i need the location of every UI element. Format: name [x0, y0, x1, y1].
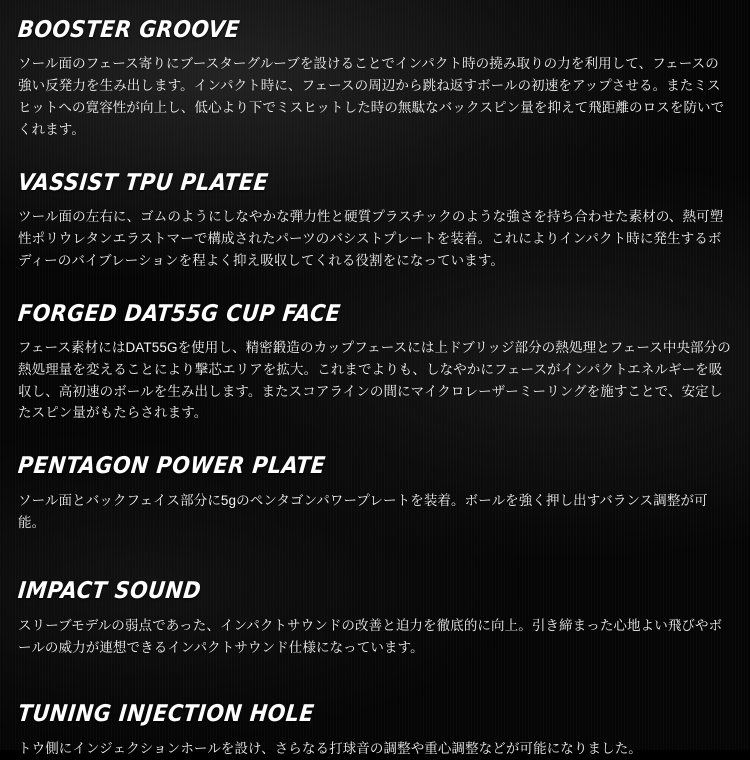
section-body: トウ側にインジェクションホールを設け、さらなる打球音の調整や重心調整などが可能になりました。 [18, 740, 642, 756]
section-title: VASSIST TPU PLATEE [16, 169, 270, 196]
spacer [16, 539, 734, 579]
spacer [16, 278, 734, 302]
feature-section-forged-dat55g-cup-face [16, 302, 734, 425]
section-title: FORGED DAT55G CUP FACE [16, 300, 342, 327]
section-body: ツール面の左右に、ゴムのようにしなやかな弾力性と硬質プラスチックのような強さを持ち合わせた素材の、熱可塑性ポリウレタンエラストマーで構成されたパーツのバシストプレートを装着。これによりインパクト時に発生するボディーのバイブレーションを程よく抑え吸収してくれる役割をになっています。 [18, 209, 724, 268]
spacer [16, 430, 734, 454]
feature-section-pentagon-power-plate [16, 454, 734, 533]
spacer [16, 147, 734, 171]
feature-section-booster-groove [16, 18, 734, 141]
section-body: フェース素材にはDAT55Gを使用し、精密鍛造のカップフェースには上ドブリッジ部分の熱処理とフェース中央部分の熱処理量を変えることにより撃芯エリアを拡大。これまでよりも、しなやかにフェースがインパクトエネルギーを吸収し、高初速のボールを生み出します。またスコアラインの間にマイクロレーザーミーリングを施すことで、安定したスピン量がもたらされます。 [18, 339, 731, 421]
spacer [16, 664, 734, 702]
section-title: IMPACT SOUND [16, 578, 203, 605]
section-body: ソール面とバックフェイス部分に5gのペンタゴンパワープレートを装着。ボールを強く押し出すバランス調整が可能。 [18, 492, 708, 530]
feature-section-tuning-injection-hole [16, 702, 734, 759]
section-title: BOOSTER GROOVE [16, 17, 242, 43]
feature-section-impact-sound [16, 579, 734, 658]
section-body: スリーブモデルの弱点であった、インパクトサウンドの改善と迫力を徹底的に向上。引き締まった心地よい飛びやボールの威力が連想できるインパクトサウンド仕様になっています。 [18, 617, 723, 655]
feature-section-vassist-tpu-plate [16, 171, 734, 272]
section-title: PENTAGON POWER PLATE [16, 453, 327, 480]
section-title: TUNING INJECTION HOLE [16, 701, 316, 728]
section-body: ソール面のフェース寄りにブースターグルーブを設けることでインパクト時の撓み取りの力を利用して、フェースの強い反発力を生み出します。インパクト時に、フェースの周辺から跳ね返すボールの初速をアップさせる。またミスヒットへの寛容性が向上し、低心より下でミスヒットした時の無駄なバックスピン量を抑えて飛距離のロスを防いでくれます。 [18, 56, 725, 137]
